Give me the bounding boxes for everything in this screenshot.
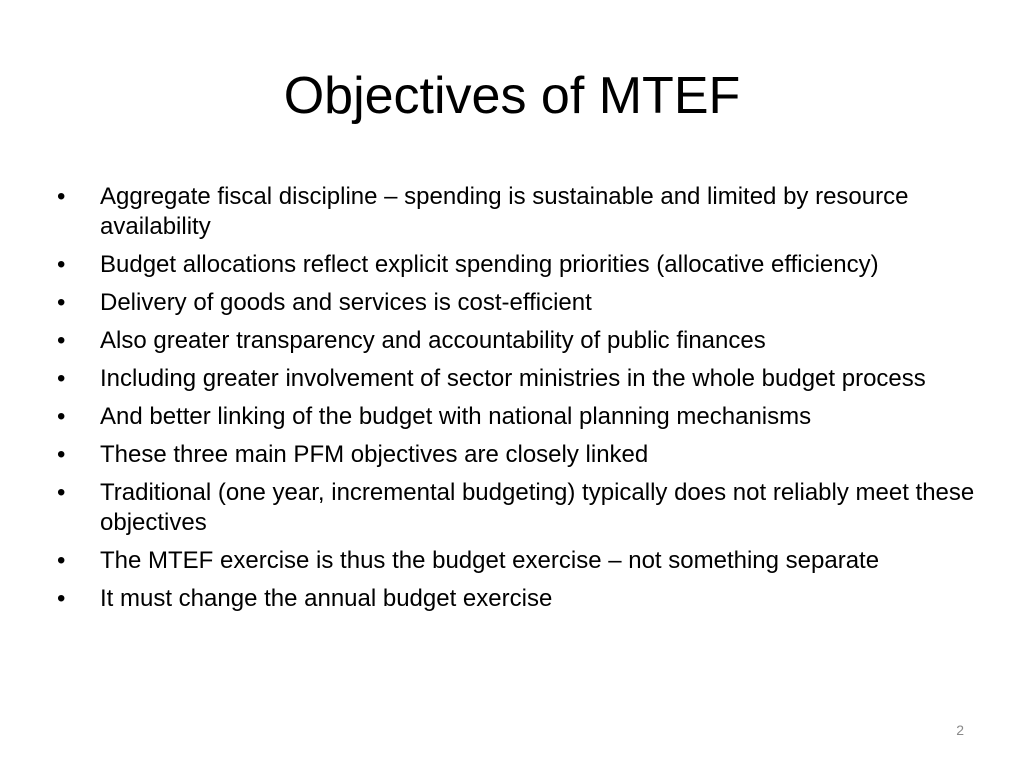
bullet-text: Delivery of goods and services is cost-efficient	[100, 289, 592, 316]
bullet-icon: •	[57, 327, 66, 354]
bullet-icon: •	[57, 403, 66, 430]
bullet-icon: •	[57, 585, 66, 612]
bullet-item	[57, 440, 977, 470]
bullet-item	[57, 364, 977, 394]
bullet-text: Traditional (one year, incremental budgeting) typically does not reliably meet these objectives	[100, 479, 975, 536]
bullet-text: Budget allocations reflect explicit spending priorities (allocative efficiency)	[100, 251, 879, 278]
bullet-item	[57, 288, 977, 318]
bullet-text: And better linking of the budget with national planning mechanisms	[100, 403, 812, 430]
bullet-text: Aggregate fiscal discipline – spending is sustainable and limited by resource availability	[100, 183, 909, 240]
bullet-icon: •	[57, 479, 66, 506]
bullet-icon: •	[57, 251, 66, 278]
bullet-text: Including greater involvement of sector ministries in the whole budget process	[100, 365, 926, 392]
bullet-item	[57, 182, 977, 242]
bullet-icon: •	[57, 547, 66, 574]
bullet-icon: •	[57, 183, 66, 210]
bullet-item	[57, 402, 977, 432]
bullet-item	[57, 546, 977, 576]
bullet-item	[57, 584, 977, 614]
bullet-icon: •	[57, 289, 66, 316]
bullet-icon: •	[57, 441, 66, 468]
bullet-text: Also greater transparency and accountability of public finances	[100, 327, 766, 354]
slide-title: Objectives of MTEF	[283, 67, 741, 125]
bullet-item	[57, 478, 977, 538]
bullet-text: These three main PFM objectives are closely linked	[100, 441, 649, 468]
bullet-list	[57, 182, 977, 622]
bullet-item	[57, 326, 977, 356]
bullet-icon: •	[57, 365, 66, 392]
bullet-text: The MTEF exercise is thus the budget exercise – not something separate	[100, 547, 880, 574]
slide-number: 2	[956, 722, 964, 738]
bullet-text: It must change the annual budget exercise	[100, 585, 553, 612]
bullet-item	[57, 250, 977, 280]
